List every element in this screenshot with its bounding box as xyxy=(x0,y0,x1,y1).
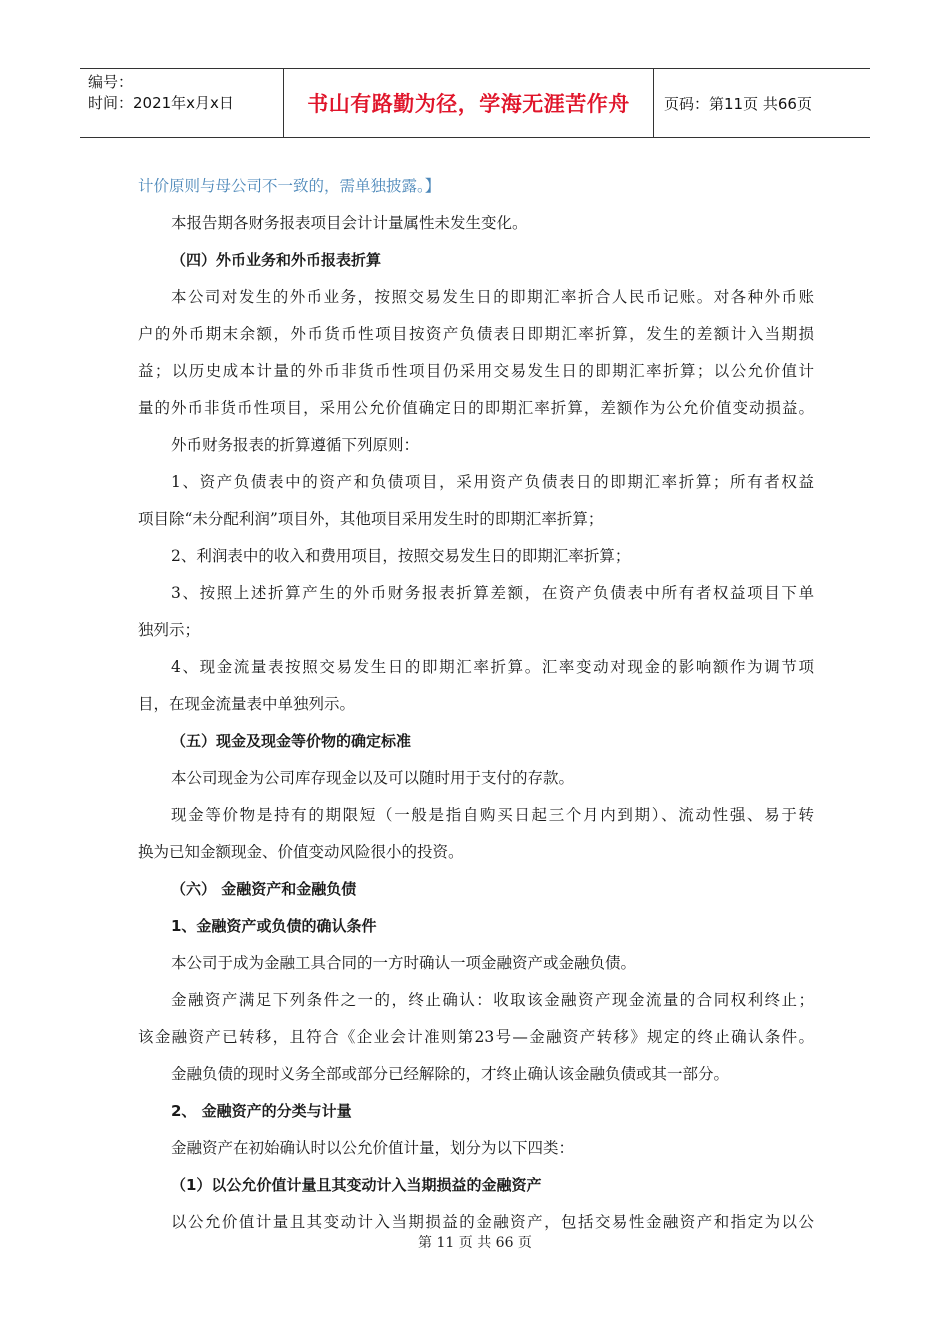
body-line: 益；以历史成本计量的外币非货币性项目仍采用交易发生日的即期汇率折算；以公允价值计 xyxy=(138,362,814,380)
body-line: 以公允价值计量且其变动计入当期损益的金融资产，包括交易性金融资产和指定为以公 xyxy=(171,1213,814,1231)
body-line: 3、按照上述折算产生的外币财务报表折算差额，在资产负债表中所有者权益项目下单 xyxy=(171,584,814,602)
body-line: 本公司于成为金融工具合同的一方时确认一项金融资产或金融负债。 xyxy=(171,954,637,972)
body-line: 户的外币期末余额，外币货币性项目按资产负债表日即期汇率折算，发生的差额计入当期损 xyxy=(138,325,814,343)
body-line: 2、利润表中的收入和费用项目，按照交易发生日的即期汇率折算； xyxy=(171,547,631,565)
body-line: 4、现金流量表按照交易发生日的即期汇率折算。汇率变动对现金的影响额作为调节项 xyxy=(171,658,814,676)
subsection-heading: 1、金融资产或负债的确认条件 xyxy=(171,917,377,935)
body-line: 现金等价物是持有的期限短（一般是指自购买日起三个月内到期）、流动性强、易于转 xyxy=(171,806,814,824)
body-line: 项目除“未分配利润”项目外，其他项目采用发生时的即期汇率折算； xyxy=(138,510,604,528)
body-line: 金融负债的现时义务全部或部分已经解除的，才终止确认该金融负债或其一部分。 xyxy=(171,1065,730,1083)
document-number-label: 编号： xyxy=(88,73,134,91)
body-line: 该金融资产已转移，且符合《企业会计准则第23号—金融资产转移》规定的终止确认条件。 xyxy=(138,1028,814,1046)
subsection-heading: （1）以公允价值计量且其变动计入当期损益的金融资产 xyxy=(171,1176,542,1194)
body-line: 金融资产满足下列条件之一的，终止确认：收取该金融资产现金流量的合同权利终止； xyxy=(171,991,814,1009)
page-footer: 第 11 页 共 66 页 xyxy=(418,1235,532,1251)
section-heading: （五）现金及现金等价物的确定标准 xyxy=(171,732,412,750)
document-body xyxy=(138,168,814,1241)
body-line: 外币财务报表的折算遵循下列原则： xyxy=(171,436,420,454)
body-line: 1、资产负债表中的资产和负债项目，采用资产负债表日的即期汇率折算；所有者权益 xyxy=(171,473,814,491)
header-motto: 书山有路勤为径，学海无涯苦作舟 xyxy=(284,69,654,137)
body-line: 独列示； xyxy=(138,621,201,639)
header-meta xyxy=(80,69,284,137)
body-line: 本报告期各财务报表项目会计计量属性未发生变化。 xyxy=(171,214,528,232)
subsection-heading: 2、 金融资产的分类与计量 xyxy=(171,1102,352,1120)
header-page-info: 页码：第11页 共66页 xyxy=(664,94,812,113)
body-line: 目，在现金流量表中单独列示。 xyxy=(138,695,356,713)
body-line: 本公司对发生的外币业务，按照交易发生日的即期汇率折合人民币记账。对各种外币账 xyxy=(171,288,814,306)
body-line: 金融资产在初始确认时以公允价值计量，划分为以下四类： xyxy=(171,1139,575,1157)
body-line: 量的外币非货币性项目，采用公允价值确定日的即期汇率折算，差额作为公允价值变动损益。 xyxy=(138,399,814,417)
section-heading: （六） 金融资产和金融负债 xyxy=(171,880,357,898)
section-heading: （四）外币业务和外币报表折算 xyxy=(171,251,382,269)
body-line: 计价原则与母公司不一致的，需单独披露。】 xyxy=(138,177,441,195)
body-line: 本公司现金为公司库存现金以及可以随时用于支付的存款。 xyxy=(171,769,575,787)
page-header xyxy=(80,68,870,138)
document-time-label: 时间：2021年x月x日 xyxy=(88,94,234,112)
body-line: 换为已知金额现金、价值变动风险很小的投资。 xyxy=(138,843,464,861)
